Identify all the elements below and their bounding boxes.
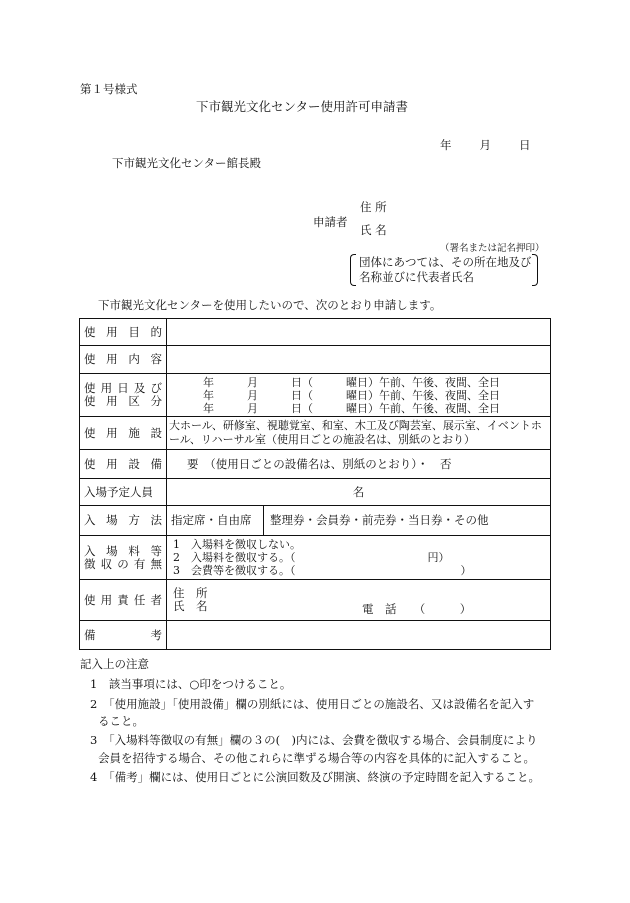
admission-field[interactable] bbox=[167, 506, 551, 536]
purpose-label: 使 用 目 的 bbox=[80, 319, 167, 346]
fee-option-3[interactable]: 3 会費等を徴収する。（ ） bbox=[173, 564, 472, 577]
manager-label: 使 用 責 任 者 bbox=[80, 580, 167, 621]
facility-label: 使 用 施 設 bbox=[80, 417, 167, 450]
purpose-field[interactable] bbox=[167, 319, 551, 346]
attendance-field[interactable]: 名 bbox=[167, 479, 551, 506]
addressee: 下市観光文化センター館長殿 bbox=[112, 156, 262, 170]
note-2: 2 「使用施設」「使用設備」欄の別紙には、使用日ごとの施設名、又は設備名を記入す bbox=[90, 697, 535, 711]
facility-field[interactable]: 大ホール、研修室、視聴覚室、和室、木工及び陶芸室、展示室、イベントホール、リハーサル室（使用日ごとの施設名は、別紙のとおり） bbox=[167, 417, 551, 450]
note-2-cont: ること。 bbox=[98, 714, 144, 728]
admission-ticket-type[interactable]: 整理券・会員券・前売券・当日券・その他 bbox=[270, 513, 489, 527]
date-row-2: 年 月 日（ 曜日）午前、午後、夜間、全日 bbox=[203, 388, 500, 402]
date-label: 使 用 日 及 び 使 用 区 分 bbox=[80, 374, 167, 417]
fee-option-1[interactable]: 1 入場料を徴収しない。 bbox=[173, 538, 301, 551]
note-3-cont: 会員を招待する場合、その他これらに準ずる場合等の内容を具体的に記入すること。 bbox=[98, 751, 535, 765]
document-title: 下市観光文化センター使用許可申請書 bbox=[196, 99, 409, 114]
admission-seat-type[interactable]: 指定席・自由席 bbox=[171, 506, 264, 535]
manager-address-label: 住 所 bbox=[173, 586, 208, 600]
equipment-field[interactable]: 要 （使用日ごとの設備名は、別紙のとおり）・ 否 bbox=[167, 450, 551, 479]
date-row-3: 年 月 日（ 曜日）午前、午後、夜間、全日 bbox=[203, 401, 500, 415]
form-number: 第１号様式 bbox=[80, 82, 138, 96]
seal-note: （署名または記名押印） bbox=[440, 243, 545, 254]
org-note-line2: 名称並びに代表者氏名 bbox=[359, 270, 474, 284]
fee-option-2[interactable]: 2 入場料を徴収する。（ 円） bbox=[173, 551, 450, 564]
note-4: 4 「備考」欄には、使用日ごとに公演回数及び開演、終演の予定時間を記入すること。 bbox=[90, 770, 541, 784]
content-label: 使 用 内 容 bbox=[80, 346, 167, 374]
remarks-label: 備 考 bbox=[80, 621, 167, 650]
date-month: 月 bbox=[479, 138, 491, 152]
intro-text: 下市観光文化センターを使用したいので、次のとおり申請します。 bbox=[98, 298, 442, 312]
applicant-label: 申請者 bbox=[313, 215, 348, 229]
attendance-label: 入場予定人員 bbox=[80, 479, 167, 506]
date-year: 年 bbox=[440, 138, 452, 152]
equipment-label: 使 用 設 備 bbox=[80, 450, 167, 479]
manager-phone-label: 電 話 （ ） bbox=[362, 602, 472, 616]
note-1: 1 該当事項には、○印をつけること。 bbox=[90, 677, 292, 691]
application-table bbox=[79, 318, 551, 650]
content-field[interactable] bbox=[167, 346, 551, 374]
organization-note bbox=[350, 254, 538, 286]
date-line bbox=[440, 137, 531, 153]
admission-label: 入 場 方 法 bbox=[80, 506, 167, 536]
manager-name-label: 氏 名 bbox=[173, 599, 208, 613]
fee-label: 入 場 料 等 徴 収 の 有 無 bbox=[80, 536, 167, 580]
applicant-name-label: 氏 名 bbox=[360, 223, 387, 237]
org-note-line1: 団体にあつては、その所在地及び bbox=[359, 255, 532, 269]
applicant-address-label: 住 所 bbox=[360, 200, 387, 214]
remarks-field[interactable] bbox=[167, 621, 551, 650]
date-row-1: 年 月 日（ 曜日）午前、午後、夜間、全日 bbox=[203, 375, 500, 389]
date-field[interactable] bbox=[167, 374, 551, 417]
date-day: 日 bbox=[519, 138, 531, 152]
notes-heading: 記入上の注意 bbox=[80, 657, 149, 671]
fee-field[interactable] bbox=[167, 536, 551, 580]
manager-field[interactable] bbox=[167, 580, 551, 621]
note-3: 3 「入場料等徴収の有無」欄の３の( )内には、会費を徴収する場合、会員制度により bbox=[90, 733, 538, 747]
